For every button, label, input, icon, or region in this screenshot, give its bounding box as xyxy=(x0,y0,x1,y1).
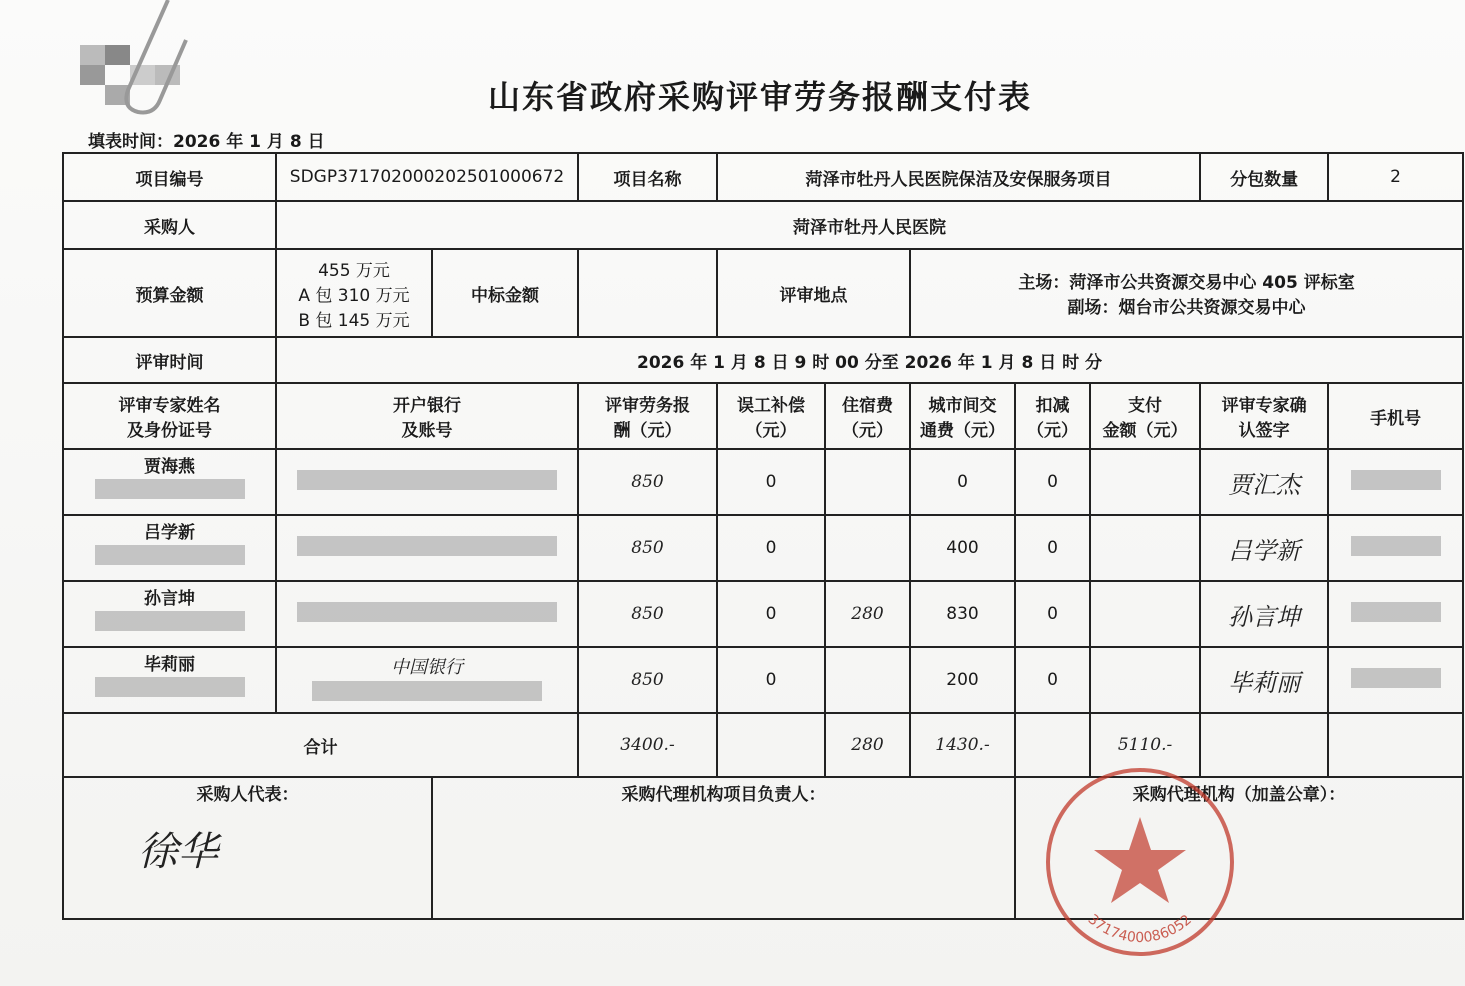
bank-cell xyxy=(276,581,578,647)
header-sign: 评审专家确 认签字 xyxy=(1200,383,1328,449)
fill-date: 填表时间：2026 年 1 月 8 日 xyxy=(88,132,325,152)
header-fee: 评审劳务报 酬（元） xyxy=(578,383,717,449)
deduct-value: 0 xyxy=(1015,449,1090,515)
header-transport: 城市间交 通费（元） xyxy=(910,383,1015,449)
sub-venue: 副场：烟台市公共资源交易中心 xyxy=(1067,298,1306,318)
transport-value: 830 xyxy=(910,581,1015,647)
expert-signature: 吕学新 xyxy=(1200,515,1328,581)
phone-cell xyxy=(1328,647,1463,713)
rep-label: 采购人代表： xyxy=(196,785,299,805)
expert-name: 贾海燕 xyxy=(144,457,195,477)
expert-cell xyxy=(63,647,276,713)
paper-clip-icon xyxy=(108,0,198,120)
expert-cell xyxy=(63,515,276,581)
phone-cell xyxy=(1328,515,1463,581)
lots-value: 2 xyxy=(1328,153,1463,201)
payment-table xyxy=(62,152,1464,920)
expert-signature: 毕莉丽 xyxy=(1200,647,1328,713)
header-deduct: 扣减 （元） xyxy=(1015,383,1090,449)
pay-value xyxy=(1090,581,1200,647)
page-title: 山东省政府采购评审劳务报酬支付表 xyxy=(487,78,1032,116)
fee-value: 850 xyxy=(578,449,717,515)
rep-cell xyxy=(63,777,432,919)
expert-name: 孙言坤 xyxy=(144,589,195,609)
agent-label: 采购代理机构（加盖公章）： xyxy=(1132,785,1346,805)
lodging-value: 280 xyxy=(825,581,910,647)
header-comp: 误工补偿 （元） xyxy=(717,383,825,449)
svg-text:3717400086052 xyxy=(1085,911,1195,946)
fee-value: 850 xyxy=(578,515,717,581)
expert-name: 毕莉丽 xyxy=(144,655,195,675)
redacted-id xyxy=(95,545,245,565)
bank-cell xyxy=(276,647,578,713)
agent-lead-cell xyxy=(432,777,1015,919)
header-pay: 支付 金额（元） xyxy=(1090,383,1200,449)
phone-cell xyxy=(1328,449,1463,515)
total-row xyxy=(63,713,1463,777)
expert-signature: 贾汇杰 xyxy=(1200,449,1328,515)
redacted-id xyxy=(95,611,245,631)
total-fee: 3400.- xyxy=(578,713,717,777)
purchaser-label: 采购人 xyxy=(63,201,276,249)
pay-value xyxy=(1090,647,1200,713)
project-number-label: 项目编号 xyxy=(63,153,276,201)
redacted-phone xyxy=(1351,602,1441,622)
total-lodging: 280 xyxy=(825,713,910,777)
award-value xyxy=(578,249,717,337)
fee-value: 850 xyxy=(578,647,717,713)
transport-value: 0 xyxy=(910,449,1015,515)
redacted-phone xyxy=(1351,668,1441,688)
redacted-phone xyxy=(1351,470,1441,490)
total-pay: 5110.- xyxy=(1090,713,1200,777)
comp-value: 0 xyxy=(717,581,825,647)
project-number: SDGP371702000202501000672 xyxy=(276,153,578,201)
deduct-value: 0 xyxy=(1015,581,1090,647)
redacted-account xyxy=(297,536,557,556)
bank-cell xyxy=(276,515,578,581)
review-time-label: 评审时间 xyxy=(63,337,276,383)
table-row xyxy=(63,581,1463,647)
bank-name: 中国银行 xyxy=(391,656,463,678)
bank-cell xyxy=(276,449,578,515)
review-time-value: 2026 年 1 月 8 日 9 时 00 分至 2026 年 1 月 8 日 时 分 xyxy=(276,337,1463,383)
award-label: 中标金额 xyxy=(432,249,578,337)
expert-cell xyxy=(63,449,276,515)
header-phone: 手机号 xyxy=(1328,383,1463,449)
official-seal-icon xyxy=(1040,762,1240,962)
redacted-phone xyxy=(1351,536,1441,556)
main-venue: 主场：菏泽市公共资源交易中心 405 评标室 xyxy=(1018,273,1355,293)
rep-signature: 徐华 xyxy=(138,829,218,875)
seal-code: 3717400086052 xyxy=(1084,911,1195,947)
total-transport: 1430.- xyxy=(910,713,1015,777)
table-row xyxy=(63,449,1463,515)
transport-value: 200 xyxy=(910,647,1015,713)
lodging-value xyxy=(825,647,910,713)
table-row xyxy=(63,515,1463,581)
lodging-value xyxy=(825,449,910,515)
agent-lead-label: 采购代理机构项目负责人： xyxy=(621,785,826,805)
budget-values xyxy=(276,249,432,337)
total-comp xyxy=(717,713,825,777)
fee-value: 850 xyxy=(578,581,717,647)
project-name: 菏泽市牡丹人民医院保洁及安保服务项目 xyxy=(717,153,1200,201)
total-label: 合计 xyxy=(63,713,578,777)
venue-label: 评审地点 xyxy=(717,249,910,337)
comp-value: 0 xyxy=(717,515,825,581)
header-bank: 开户银行 及账号 xyxy=(276,383,578,449)
redacted-account xyxy=(312,681,542,701)
header-expert: 评审专家姓名 及身份证号 xyxy=(63,383,276,449)
venue-values xyxy=(910,249,1463,337)
redacted-id xyxy=(95,677,245,697)
budget-total: 455 万元 xyxy=(318,260,390,281)
redacted-account xyxy=(297,470,557,490)
purchaser-value: 菏泽市牡丹人民医院 xyxy=(276,201,1463,249)
expert-name: 吕学新 xyxy=(144,523,195,543)
budget-label: 预算金额 xyxy=(63,249,276,337)
budget-lot-a: A 包 310 万元 xyxy=(298,285,410,306)
comp-value: 0 xyxy=(717,449,825,515)
redacted-id xyxy=(95,479,245,499)
budget-lot-b: B 包 145 万元 xyxy=(298,310,410,331)
phone-cell xyxy=(1328,581,1463,647)
deduct-value: 0 xyxy=(1015,647,1090,713)
lodging-value xyxy=(825,515,910,581)
table-row xyxy=(63,647,1463,713)
pay-value xyxy=(1090,515,1200,581)
comp-value: 0 xyxy=(717,647,825,713)
expert-signature: 孙言坤 xyxy=(1200,581,1328,647)
deduct-value: 0 xyxy=(1015,515,1090,581)
pay-value xyxy=(1090,449,1200,515)
expert-cell xyxy=(63,581,276,647)
redacted-account xyxy=(297,602,557,622)
header-lodging: 住宿费 （元） xyxy=(825,383,910,449)
total-phone xyxy=(1328,713,1463,777)
project-name-label: 项目名称 xyxy=(578,153,717,201)
transport-value: 400 xyxy=(910,515,1015,581)
lots-label: 分包数量 xyxy=(1200,153,1328,201)
